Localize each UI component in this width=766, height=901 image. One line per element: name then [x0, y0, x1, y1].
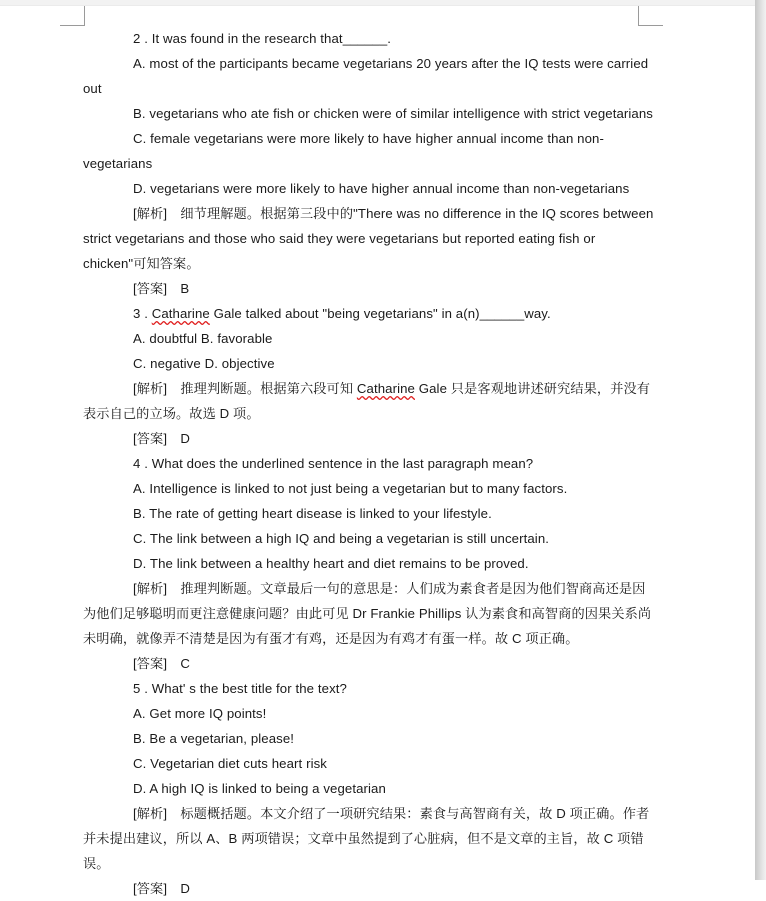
paragraph-q2-answer: [答案] B: [133, 281, 190, 296]
paragraph-q2-b: B. vegetarians who ate fish or chicken were of similar intelligence with strict vegetarians: [133, 106, 653, 121]
paragraph-q2-d: D. vegetarians were more likely to have higher annual income than non-vegetarians: [133, 181, 630, 196]
paragraph-q3-answer: [答案] D: [133, 431, 191, 446]
paragraph-q4-analysis: [解析] 推理判断题。文章最后一句的意思是：人们成为素食者是因为他们智商高还是因为他们足够聪明而更注意健康问题？由此可见 Dr Frankie Phillips 认为素食和高智商的因果关系尚未明确，就像弄不清楚是因为有蛋才有鸡，还是因为有鸡才有蛋一样。故 C 项正确。: [83, 581, 652, 646]
spellcheck-flagged-word: Catharine: [151, 306, 210, 321]
paragraph-q5-stem: 5 . What' s the best title for the text?: [133, 681, 347, 696]
paragraph-q5-analysis: [解析] 标题概括题。本文介绍了一项研究结果：素食与高智商有关，故 D 项正确。作者并未提出建议，所以 A、B 两项错误；文章中虽然提到了心脏病，但不是文章的主旨，故 C 项错误。: [83, 806, 650, 871]
margin-mark-horizontal-line: [60, 25, 85, 26]
paragraph-q5-a: A. Get more IQ points!: [133, 706, 267, 721]
paragraph-q4-c: C. The link between a high IQ and being a vegetarian is still uncertain.: [133, 531, 550, 546]
paragraph-q4-answer: [答案] C: [133, 656, 191, 671]
paragraph-q4-a: A. Intelligence is linked to not just being a vegetarian but to many factors.: [133, 481, 568, 496]
paragraph-q4-stem: 4 . What does the underlined sentence in the last paragraph mean?: [133, 456, 534, 471]
paragraph-q3-stem: 3 . Catharine Gale talked about "being vegetarians" in a(n)______way.: [133, 306, 551, 321]
paragraph-q5-answer: [答案] D: [133, 881, 191, 896]
paragraph-q4-d: D. The link between a healthy heart and diet remains to be proved.: [133, 556, 529, 571]
paragraph-q5-c: C. Vegetarian diet cuts heart risk: [133, 756, 327, 771]
paragraph-q3-cd: C. negative D. objective: [133, 356, 275, 371]
document-body[interactable]: [83, 26, 658, 901]
paragraph-q2-a: A. most of the participants became vegetarians 20 years after the IQ tests were carried out: [83, 56, 652, 96]
paragraph-q2-analysis: [解析] 细节理解题。根据第三段中的"There was no difference in the IQ scores between strict vegetarians and those who said they were vegetarians but reported eating fish or chicken"可知答案。: [83, 206, 658, 271]
paragraph-q3-ab: A. doubtful B. favorable: [133, 331, 273, 346]
paragraph-q2-stem: 2 . It was found in the research that______.: [133, 31, 392, 46]
page-top-gutter: [0, 0, 755, 6]
paragraph-q5-b: B. Be a vegetarian, please!: [133, 731, 295, 746]
paragraph-q3-analysis: [解析] 推理判断题。根据第六段可知 Catharine Gale 只是客观地讲述研究结果，并没有表示自己的立场。故选 D 项。: [83, 381, 651, 421]
spellcheck-flagged-word: Catharine: [356, 381, 415, 396]
paragraph-q2-c: C. female vegetarians were more likely to have higher annual income than non-vegetarians: [83, 131, 604, 171]
paragraph-q4-b: B. The rate of getting heart disease is linked to your lifestyle.: [133, 506, 492, 521]
margin-mark-vertical-line: [84, 6, 85, 26]
page-right-edge-shadow: [755, 0, 766, 880]
margin-mark-vertical-line: [638, 6, 639, 26]
paragraph-q5-d: D. A high IQ is linked to being a vegetarian: [133, 781, 386, 796]
